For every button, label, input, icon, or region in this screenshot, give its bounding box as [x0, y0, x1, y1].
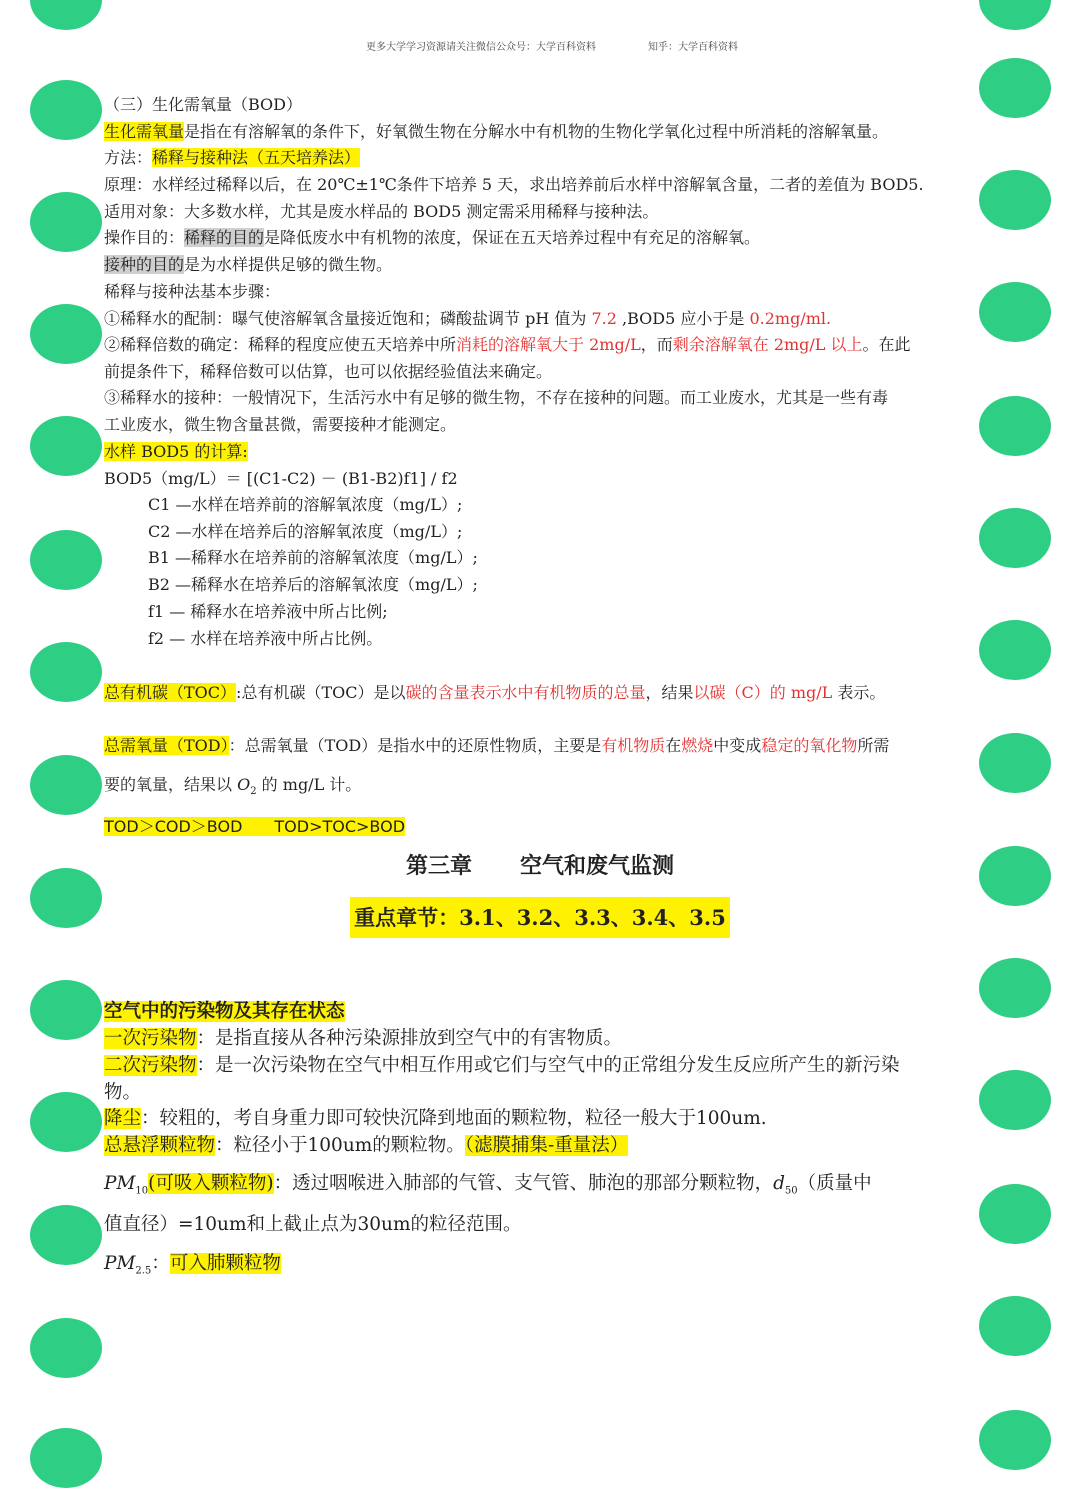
tod-text-b: 在 [665, 736, 682, 755]
d50-symbol: d [773, 1173, 785, 1194]
toc-term: 总有机碳（TOC） [104, 683, 237, 702]
binder-hole-left [30, 0, 102, 30]
bod-calc-title [104, 441, 248, 463]
binder-hole-left [30, 980, 102, 1040]
bod-formula: BOD5（mg/L）＝ [(C1-C2) － (B1-B2)f1] / f2 [104, 469, 458, 488]
formula-var-b2: B2 —稀释水在培养后的溶解氧浓度（mg/L）; [148, 575, 478, 594]
d50-subscript: 50 [784, 1185, 798, 1197]
pm25-symbol: PM [104, 1253, 136, 1274]
binder-hole-left [30, 642, 102, 702]
pm10-term: (可吸入颗粒物) [148, 1173, 274, 1194]
key-chapters-text: 重点章节：3.1、3.2、3.3、3.4、3.5 [350, 897, 730, 938]
formula-var-f1: f1 — 稀释水在培养液中所占比例; [148, 602, 388, 621]
pm25-colon: ： [151, 1253, 170, 1274]
tsp-definition [104, 1133, 628, 1159]
bod-inoculation-term: 接种的目的 [104, 255, 185, 274]
bod-applies-to: 适用对象：大多数水样，尤其是废水样品的 BOD5 测定需采用稀释与接种法。 [104, 202, 659, 221]
bod-purpose-term: 稀释的目的 [184, 228, 265, 247]
binder-hole-right [979, 396, 1051, 456]
bod-definition-text: 是指在有溶解氧的条件下，好氧微生物在分解水中有机物的生物化学氧化过程中所消耗的溶解氧量。 [184, 122, 889, 141]
bod-method [104, 147, 360, 169]
binder-hole-right [979, 508, 1051, 568]
bod-purpose-text: 是降低废水中有机物的浓度，保证在五天培养过程中有充足的溶解氧。 [264, 228, 761, 247]
primary-pollutant-definition [104, 1026, 622, 1052]
tod-term: 总需氧量（TOD） [104, 736, 229, 755]
step1-text-b: ,BOD5 应小于是 [616, 309, 750, 328]
secondary-pollutant-definition [104, 1053, 900, 1079]
binder-hole-left [30, 1428, 102, 1488]
tsp-term: 总悬浮颗粒物 [104, 1135, 216, 1156]
dustfall-definition [104, 1106, 767, 1132]
tod-line2-text-b: 的 mg/L 计。 [256, 775, 362, 794]
formula-var-c2: C2 —水样在培养后的溶解氧浓度（mg/L）; [148, 522, 463, 541]
step2-text-b: ，而 [640, 335, 673, 354]
tod-highlight-2: 燃烧 [681, 736, 714, 755]
bod-inoculation-purpose [104, 254, 392, 276]
secondary-pollutant-line-2: 物。 [104, 1082, 142, 1103]
tod-highlight-1: 有机物质 [601, 736, 666, 755]
bod-method-value: 稀释与接种法（五天培养法） [152, 148, 361, 167]
step2-text-a: ②稀释倍数的确定：稀释的程度应使五天培养中所 [104, 335, 457, 354]
toc-definition [104, 682, 885, 704]
dustfall-term: 降尘 [104, 1108, 142, 1129]
bod-step-3: ③稀释水的接种：一般情况下，生活污水中有足够的微生物，不存在接种的问题。而工业废水，尤其是一些有毒 [104, 388, 889, 407]
tsp-text: ：粒径小于100um的颗粒物。 [215, 1135, 465, 1156]
binder-hole-right [979, 733, 1051, 793]
dustfall-text: ：较粗的，考自身重力即可较快沉降到地面的颗粒物，粒径一般大于100um. [141, 1108, 767, 1129]
pm10-text: ：透过咽喉进入肺部的气管、支气管、肺泡的那部分颗粒物， [273, 1173, 774, 1194]
tod-text-c: 中变成 [713, 736, 762, 755]
bod-method-label: 方法： [104, 148, 153, 167]
bod-principle: 原理：水样经过稀释以后，在 20℃±1℃条件下培养 5 天，求出培养前后水样中溶解氧含量，二者的差值为 BOD5. [104, 175, 924, 194]
bod-step-1 [104, 308, 831, 330]
toc-highlight-2: 以碳（C）的 mg/L [693, 683, 833, 702]
binder-hole-left [30, 1205, 102, 1265]
formula-var-c1: C1 —水样在培养前的溶解氧浓度（mg/L）; [148, 495, 463, 514]
step2-text-c: 。在此 [862, 335, 911, 354]
binder-hole-left [30, 80, 102, 140]
tod-definition [104, 735, 889, 757]
pm25-definition [104, 1249, 281, 1287]
o2-symbol: O [237, 775, 251, 794]
step1-ph-value: 7.2 [591, 309, 617, 328]
bod-purpose-label: 操作目的： [104, 228, 185, 247]
air-pollutants-heading [104, 999, 345, 1025]
binder-hole-left [30, 304, 102, 364]
toc-highlight-1: 碳的含量表示水中有机物质的总量 [405, 683, 646, 702]
binder-hole-right [979, 1070, 1051, 1130]
binder-hole-right [979, 1184, 1051, 1244]
toc-text-c: 表示。 [832, 683, 886, 702]
tod-text-d: 所需 [857, 736, 890, 755]
binder-hole-right [979, 58, 1051, 118]
binder-hole-right [979, 282, 1051, 342]
bod-steps-title: 稀释与接种法基本步骤： [104, 282, 281, 301]
binder-hole-left [30, 755, 102, 815]
tod-highlight-3: 稳定的氧化物 [761, 736, 858, 755]
binder-hole-left [30, 416, 102, 476]
primary-pollutant-text: ：是指直接从各种污染源排放到空气中的有害物质。 [196, 1028, 623, 1049]
bod-inoculation-text: 是为水样提供足够的微生物。 [184, 255, 393, 274]
secondary-pollutant-text: ：是一次污染物在空气中相互作用或它们与空气中的正常组分发生反应所产生的新污染 [196, 1055, 900, 1076]
step2-remaining-do: 剩余溶解氧在 2mg/L 以上 [672, 335, 863, 354]
step1-limit-value: 0.2mg/ml. [749, 309, 832, 328]
bod-section-title: （三）生化需氧量（BOD） [104, 95, 303, 114]
tod-definition-line-2 [104, 774, 361, 803]
header-wechat-note: 更多大学学习资源请关注微信公众号：大学百科资料 [366, 42, 596, 53]
binder-hole-right [979, 1410, 1051, 1470]
chapter-number: 第三章 [405, 854, 472, 879]
toc-text-b: ，结果 [645, 683, 694, 702]
binder-hole-right [979, 620, 1051, 680]
binder-hole-left [30, 1092, 102, 1152]
bod-step-3-line-2: 工业废水，微生物含量甚微，需要接种才能测定。 [104, 415, 457, 434]
pm25-subscript: 2.5 [135, 1265, 152, 1277]
pm10-definition [104, 1169, 872, 1207]
binder-hole-left [30, 1318, 102, 1378]
bod-definition [104, 121, 888, 143]
binder-hole-right [979, 958, 1051, 1018]
header-zhihu-note: 知乎：大学百科资料 [648, 42, 738, 53]
formula-var-b1: B1 —稀释水在培养前的溶解氧浓度（mg/L）; [148, 548, 478, 567]
pm10-definition-line-2: 值直径）=10um和上截止点为30um的粒径范围。 [104, 1214, 522, 1235]
toc-text-a: :总有机碳（TOC）是以 [236, 683, 406, 702]
binder-hole-right [979, 170, 1051, 230]
pm10-subscript: 10 [135, 1185, 149, 1197]
tod-line2-text-a: 要的氧量，结果以 [104, 775, 238, 794]
air-pollutants-heading-text: 空气中的污染物及其存在状态 [104, 1001, 345, 1022]
binder-hole-left [30, 192, 102, 252]
o2-subscript: 2 [250, 786, 257, 798]
key-chapters-banner [0, 895, 1080, 943]
binder-hole-right [979, 0, 1051, 30]
tod-text-a: ：总需氧量（TOD）是指水中的还原性物质，主要是 [228, 736, 602, 755]
oxygen-demand-order-text: TOD＞COD＞BOD TOD>TOC>BOD [104, 817, 406, 836]
oxygen-demand-order [104, 816, 405, 838]
pm25-term: 可入肺颗粒物 [169, 1253, 281, 1274]
bod-purpose [104, 227, 760, 249]
formula-var-f2: f2 — 水样在培养液中所占比例。 [148, 629, 383, 648]
tsp-method: （滤膜捕集-重量法） [464, 1135, 629, 1156]
primary-pollutant-term: 一次污染物 [104, 1028, 197, 1049]
step2-consumed-do: 消耗的溶解氧大于 2mg/L [456, 335, 641, 354]
step1-text-a: ①稀释水的配制：曝气使溶解氧含量接近饱和；磷酸盐调节 pH 值为 [104, 309, 592, 328]
binder-hole-left [30, 530, 102, 590]
secondary-pollutant-term: 二次污染物 [104, 1055, 197, 1076]
bod-step-2 [104, 334, 911, 356]
chapter-title [0, 852, 1080, 882]
pm10-symbol: PM [104, 1173, 136, 1194]
bod-step-2-line-2: 前提条件下，稀释倍数可以估算，也可以依据经验值法来确定。 [104, 362, 553, 381]
binder-hole-right [979, 1296, 1051, 1356]
bod-calc-title-text: 水样 BOD5 的计算: [104, 442, 248, 461]
bod-definition-term: 生化需氧量 [104, 122, 185, 141]
pm10-text-end: （质量中 [797, 1173, 872, 1194]
chapter-name: 空气和废气监测 [520, 854, 675, 879]
